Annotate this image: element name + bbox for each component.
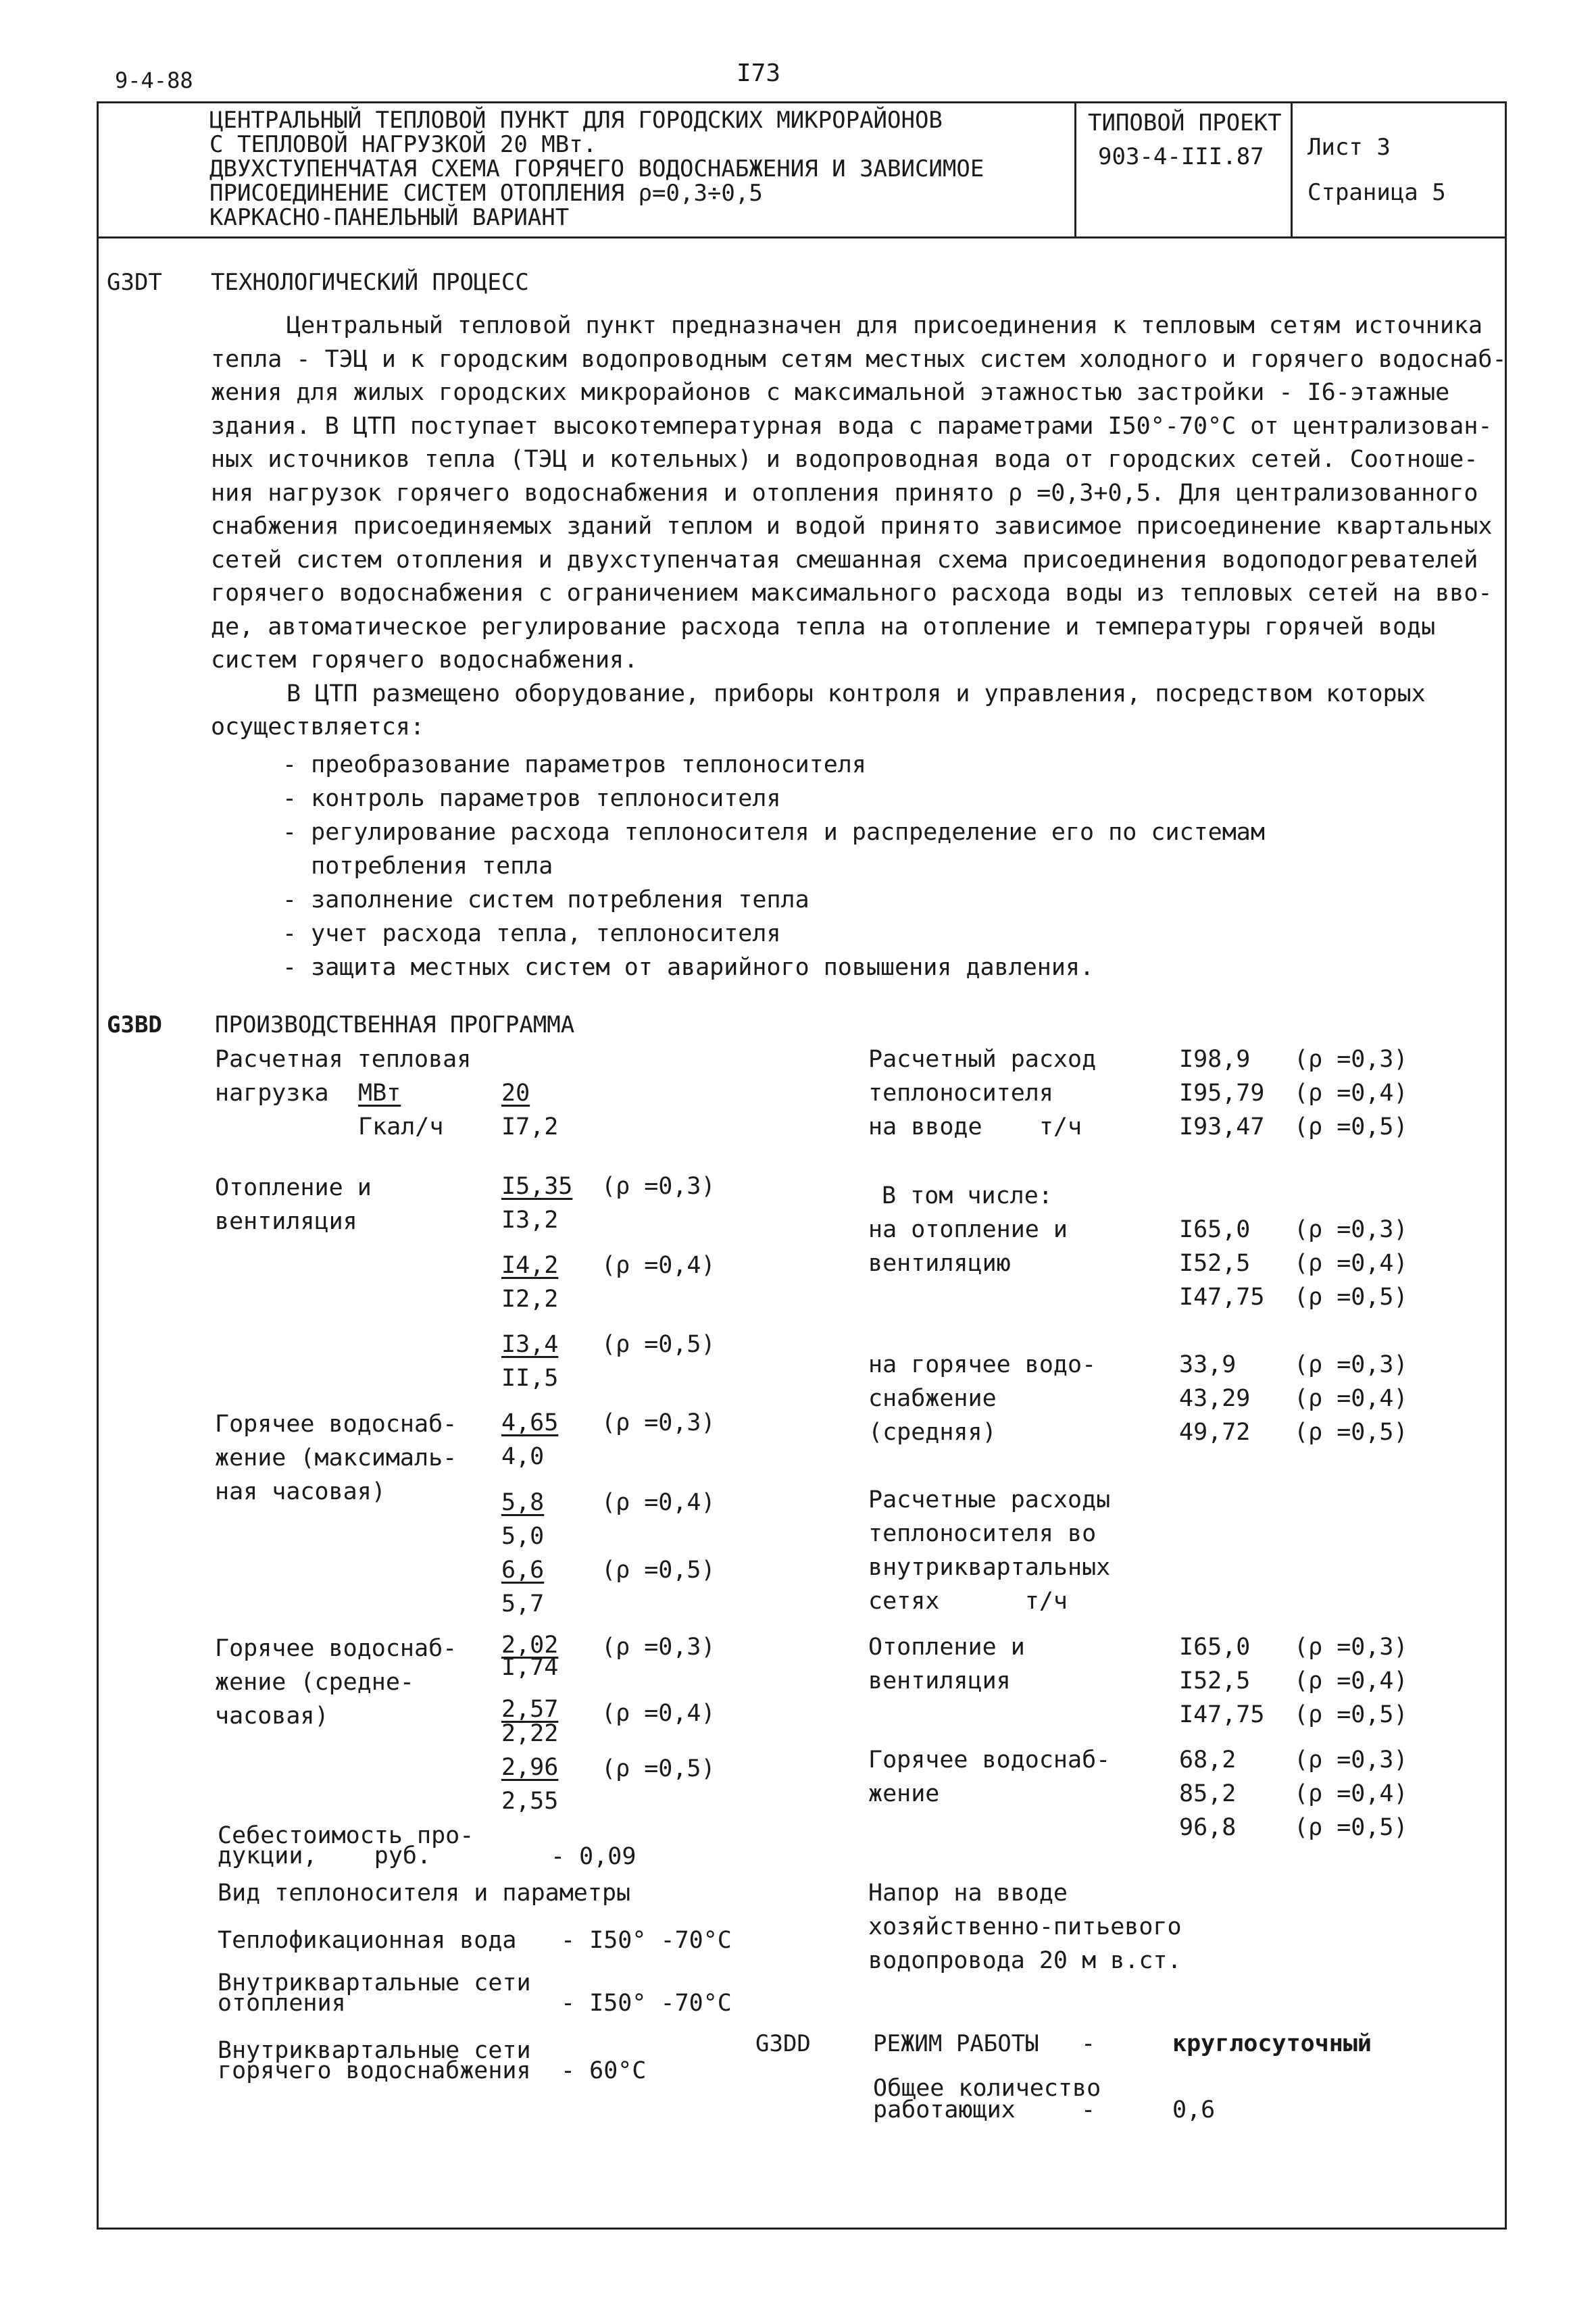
pressure-label-1: Напор на вводе — [868, 1880, 1068, 1907]
project-label: ТИПОВОЙ ПРОЕКТ — [1088, 109, 1282, 136]
hw-max-label-3: ная часовая) — [215, 1478, 386, 1505]
paragraph-line: систем горячего водоснабжения. — [211, 647, 639, 674]
carrier-row-2-label-2: отопления — [218, 1990, 346, 2017]
flow-hw-value: 43,29 — [1179, 1385, 1251, 1412]
hw-max-gcal-value: 5,7 — [501, 1590, 545, 1617]
title-block-divider-1 — [1074, 101, 1076, 236]
rho-label: (ρ =0,3) — [1294, 1216, 1408, 1243]
section-heading: ТЕХНОЛОГИЧЕСКИЙ ПРОЦЕСС — [211, 269, 529, 296]
hw-max-label-1: Горячее водоснаб- — [215, 1411, 457, 1438]
rho-label: (ρ =0,4) — [601, 1252, 716, 1279]
bullet-item: потребления тепла — [282, 853, 553, 880]
flow-input-label-1: Расчетный расход — [868, 1046, 1097, 1073]
load-value-mw: 20 — [501, 1080, 530, 1107]
hw-avg-label-2: жение (средне- — [215, 1669, 415, 1696]
flow-hw-value: 49,72 — [1179, 1419, 1251, 1446]
hw-max-gcal-value: 4,0 — [501, 1443, 545, 1470]
pressure-label-3: водопровода 20 м в.ст. — [868, 1947, 1182, 1974]
flow-heating-label-2: вентиляцию — [868, 1250, 1011, 1277]
workers-label-1: Общее количество — [873, 2075, 1101, 2102]
carrier-row-3-label-2: горячего водоснабжения — [218, 2057, 531, 2084]
paragraph-line: ния нагрузок горячего водоснабжения и отопления принято ρ =0,3+0,5. Для централизованного — [211, 480, 1478, 507]
carrier-row-1-value: - I50° -70°С — [561, 1927, 732, 1954]
intra-label-1: Расчетные расходы — [868, 1486, 1111, 1513]
hw-avg-mw-value: 2,96 — [501, 1754, 559, 1781]
rho-label: (ρ =0,5) — [601, 1557, 716, 1584]
flow-input-value: I93,47 — [1179, 1113, 1265, 1140]
carrier-row-1-label: Теплофикационная вода — [218, 1927, 517, 1954]
intra-label-2: теплоносителя во — [868, 1520, 1097, 1547]
carrier-row-3-label-1: Внутриквартальные сети — [218, 2037, 531, 2064]
flow-heating-value: I65,0 — [1179, 1216, 1251, 1243]
title-line-5: КАРКАСНО-ПАНЕЛЬНЫЙ ВАРИАНТ — [209, 204, 570, 231]
intra-heating-value: I47,75 — [1179, 1701, 1265, 1728]
cost-label-2: дукции, руб. — [218, 1842, 432, 1869]
paragraph-line: горячего водоснабжения с ограничением максимального расхода воды из тепловых сетей на вво- — [211, 580, 1493, 607]
section-heading: ПРОИЗВОДСТВЕННАЯ ПРОГРАММА — [215, 1011, 575, 1038]
rho-label: (ρ =0,5) — [1294, 1419, 1408, 1446]
flow-hw-label-2: снабжение — [868, 1385, 997, 1412]
carrier-row-2-value: - I50° -70°С — [561, 1990, 732, 2017]
mode-dash: - — [1081, 2030, 1096, 2057]
section-code: G3BD — [107, 1011, 162, 1038]
intra-hw-value: 68,2 — [1179, 1746, 1237, 1774]
rho-label: (ρ =0,4) — [1294, 1667, 1408, 1694]
workers-dash: - — [1081, 2096, 1096, 2123]
carrier-row-3-value: - 60°С — [561, 2057, 647, 2084]
paragraph-line: осуществляется: — [211, 713, 425, 740]
hw-max-mw-value: 6,6 — [501, 1557, 545, 1584]
load-label-1: Расчетная тепловая — [215, 1046, 472, 1073]
hw-avg-mw-value: 2,57 — [501, 1696, 559, 1723]
hw-max-gcal-value: 5,0 — [501, 1523, 545, 1550]
hw-avg-gcal-value: I,74 — [501, 1654, 559, 1681]
rho-label: (ρ =0,4) — [1294, 1385, 1408, 1412]
bullet-item: - регулирование расхода теплоносителя и распределение его по системам — [282, 819, 1265, 846]
title-line-2: С ТЕПЛОВОЙ НАГРУЗКОЙ 20 МВт. — [209, 131, 597, 158]
heating-mw-value: I5,35 — [501, 1173, 573, 1200]
hw-avg-gcal-value: 2,22 — [501, 1720, 559, 1747]
document-code: 9-4-88 — [115, 68, 193, 93]
project-number: 903-4-III.87 — [1098, 143, 1264, 170]
mode-label: РЕЖИМ РАБОТЫ — [873, 2030, 1039, 2057]
title-block-bottom-border — [97, 236, 1507, 238]
flow-input-value: I95,79 — [1179, 1080, 1265, 1107]
flow-hw-value: 33,9 — [1179, 1351, 1237, 1378]
rho-label: (ρ =0,3) — [1294, 1046, 1408, 1073]
paragraph-line: де, автоматическое регулирование расхода тепла на отопление и температуры горячей воды — [211, 613, 1436, 640]
intra-heating-label-1: Отопление и — [868, 1634, 1025, 1661]
heating-label-2: вентиляция — [215, 1208, 357, 1235]
bullet-item: - защита местных систем от аварийного повышения давления. — [282, 954, 1095, 981]
paragraph-line: здания. В ЦТП поступает высокотемпературная вода с параметрами I50°-70°С от централизован- — [211, 413, 1493, 440]
intra-label-4: сетях т/ч — [868, 1588, 1068, 1615]
flow-heating-value: I52,5 — [1179, 1250, 1251, 1277]
rho-label: (ρ =0,4) — [601, 1700, 716, 1727]
rho-label: (ρ =0,3) — [601, 1409, 716, 1436]
rho-label: (ρ =0,3) — [601, 1634, 716, 1661]
bullet-item: - контроль параметров теплоносителя — [282, 785, 781, 812]
heating-mw-value: I3,4 — [501, 1331, 559, 1358]
intra-heating-value: I52,5 — [1179, 1667, 1251, 1694]
rho-label: (ρ =0,5) — [601, 1755, 716, 1782]
page-label: Страница 5 — [1307, 179, 1446, 206]
title-line-1: ЦЕНТРАЛЬНЫЙ ТЕПЛОВОЙ ПУНКТ ДЛЯ ГОРОДСКИХ МИКРОРАЙОНОВ — [209, 107, 943, 134]
flow-input-label-2: теплоносителя — [868, 1080, 1053, 1107]
flow-input-value: I98,9 — [1179, 1046, 1251, 1073]
heating-mw-value: I4,2 — [501, 1252, 559, 1279]
paragraph-line: В ЦТП размещено оборудование, приборы контроля и управления, посредством которых — [286, 680, 1426, 707]
intra-hw-label-1: Горячее водоснаб- — [868, 1746, 1111, 1774]
carrier-heading: Вид теплоносителя и параметры — [218, 1880, 631, 1907]
rho-label: (ρ =0,5) — [1294, 1701, 1408, 1728]
flow-hw-label-3: (средняя) — [868, 1419, 997, 1446]
rho-label: (ρ =0,5) — [1294, 1814, 1408, 1841]
rho-label: (ρ =0,3) — [601, 1173, 716, 1200]
flow-heating-value: I47,75 — [1179, 1284, 1265, 1311]
heating-gcal-value: II,5 — [501, 1365, 559, 1392]
intra-heating-value: I65,0 — [1179, 1634, 1251, 1661]
hw-max-mw-value: 5,8 — [501, 1489, 545, 1516]
sheet-number: Лист 3 — [1307, 134, 1391, 161]
paragraph-line: тепла - ТЭЦ и к городским водопроводным сетям местных систем холодного и горячего водоснаб- — [211, 346, 1507, 373]
intra-hw-value: 85,2 — [1179, 1780, 1237, 1807]
flow-heating-label-1: на отопление и — [868, 1216, 1068, 1243]
bullet-item: - заполнение систем потребления тепла — [282, 886, 809, 913]
heating-label-1: Отопление и — [215, 1174, 372, 1201]
title-block-divider-2 — [1291, 101, 1293, 236]
heating-gcal-value: I2,2 — [501, 1286, 559, 1313]
hw-avg-mw-value: 2,02 — [501, 1632, 559, 1659]
rho-label: (ρ =0,3) — [1294, 1746, 1408, 1774]
rho-label: (ρ =0,5) — [601, 1331, 716, 1358]
bullet-item: - преобразование параметров теплоносителя — [282, 751, 866, 778]
load-value-gcal: I7,2 — [501, 1113, 559, 1140]
heating-gcal-value: I3,2 — [501, 1207, 559, 1234]
section-code: G3DD — [755, 2030, 811, 2057]
load-unit-gcal: Гкал/ч — [358, 1113, 444, 1140]
rho-label: (ρ =0,4) — [601, 1489, 716, 1516]
paragraph-line: ных источников тепла (ТЭЦ и котельных) и водопроводная вода от городских сетей. Соотноше- — [211, 446, 1478, 473]
mode-value: круглосуточный — [1172, 2030, 1372, 2057]
rho-label: (ρ =0,5) — [1294, 1284, 1408, 1311]
including-label: В том числе: — [882, 1182, 1053, 1209]
workers-label-2: работающих — [873, 2096, 1016, 2123]
hw-max-mw-value: 4,65 — [501, 1409, 559, 1436]
section-code: G3DT — [107, 269, 162, 296]
hw-max-label-2: жение (максималь- — [215, 1444, 457, 1472]
page-number: I73 — [737, 59, 781, 87]
bullet-item: - учет расхода тепла, теплоносителя — [282, 920, 781, 947]
title-line-4: ПРИСОЕДИНЕНИЕ СИСТЕМ ОТОПЛЕНИЯ ρ=0,3÷0,5 — [209, 180, 763, 207]
flow-hw-label-1: на горячее водо- — [868, 1351, 1097, 1378]
cost-label-1: Себестоимость про- — [218, 1822, 474, 1849]
load-label-2: нагрузка — [215, 1080, 329, 1107]
flow-input-label-3: на вводе т/ч — [868, 1113, 1082, 1140]
intra-hw-value: 96,8 — [1179, 1814, 1237, 1841]
intra-label-3: внутриквартальных — [868, 1554, 1111, 1581]
load-unit-mw: МВт — [358, 1080, 401, 1107]
hw-avg-label-3: часовая) — [215, 1703, 329, 1730]
rho-label: (ρ =0,4) — [1294, 1250, 1408, 1277]
paragraph-line: снабжения присоединяемых зданий теплом и водой принято зависимое присоединение квартальных — [211, 513, 1493, 540]
rho-label: (ρ =0,4) — [1294, 1080, 1408, 1107]
carrier-row-2-label-1: Внутриквартальные сети — [218, 1969, 531, 1996]
rho-label: (ρ =0,3) — [1294, 1634, 1408, 1661]
rho-label: (ρ =0,4) — [1294, 1780, 1408, 1807]
paragraph-line: сетей систем отопления и двухступенчатая смешанная схема присоединения водоподогревателей — [211, 547, 1478, 574]
title-line-3: ДВУХСТУПЕНЧАТАЯ СХЕМА ГОРЯЧЕГО ВОДОСНАБЖЕНИЯ И ЗАВИСИМОЕ — [209, 155, 984, 182]
hw-avg-gcal-value: 2,55 — [501, 1788, 559, 1815]
workers-value: 0,6 — [1172, 2096, 1216, 2123]
intra-hw-label-2: жение — [868, 1780, 940, 1807]
paragraph-line: жения для жилых городских микрорайонов с максимальной этажностью застройки - I6-этажные — [211, 379, 1450, 406]
hw-avg-label-1: Горячее водоснаб- — [215, 1635, 457, 1662]
rho-label: (ρ =0,3) — [1294, 1351, 1408, 1378]
pressure-label-2: хозяйственно-питьевого — [868, 1913, 1182, 1940]
cost-value: - 0,09 — [551, 1843, 637, 1870]
rho-label: (ρ =0,5) — [1294, 1113, 1408, 1140]
paragraph-line: Центральный тепловой пункт предназначен для присоединения к тепловым сетям источника — [286, 312, 1483, 339]
intra-heating-label-2: вентиляция — [868, 1667, 1011, 1694]
